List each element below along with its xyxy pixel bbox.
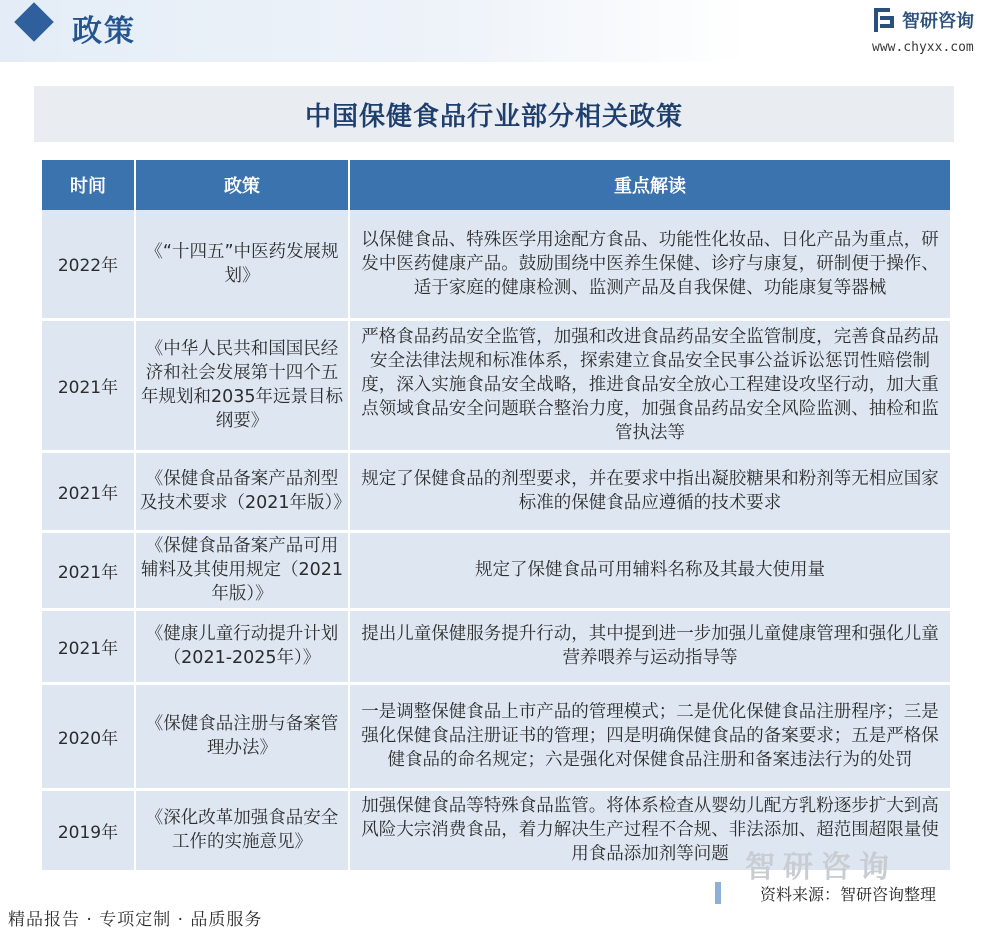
table-title: 中国保健食品行业部分相关政策: [304, 101, 683, 132]
header-bar: [0, 0, 1000, 62]
row-year: 2020年: [42, 683, 135, 789]
table-row: [42, 210, 950, 319]
row-description: 规定了保健食品的剂型要求，并在要求中指出凝胶糖果和粉剂等无相应国家标准的保健食品应遵循的技术要求: [349, 451, 950, 531]
row-policy: 《保健食品备案产品可用辅料及其使用规定（2021年版）》: [135, 531, 349, 609]
row-year: 2019年: [42, 789, 135, 871]
watermark-text: 智研咨询: [745, 850, 897, 885]
table-row: [42, 319, 950, 451]
column-header-time: 时间: [42, 160, 135, 210]
table-row: [42, 609, 950, 683]
row-year: 2021年: [42, 451, 135, 531]
row-policy: 《保健食品注册与备案管理办法》: [135, 683, 349, 789]
row-policy: 《中华人民共和国国民经济和社会发展第十四个五年规划和2035年远景目标纲要》: [135, 319, 349, 451]
brand-name: 智研咨询: [902, 11, 974, 32]
brand-logo-icon: [872, 6, 898, 34]
row-policy: 《保健食品备案产品剂型及技术要求（2021年版）》: [135, 451, 349, 531]
row-description: 提出儿童保健服务提升行动，其中提到进一步加强儿童健康管理和强化儿童营养喂养与运动指导等: [349, 609, 950, 683]
section-title: 政策: [72, 14, 136, 49]
row-description: 以保健食品、特殊医学用途配方食品、功能性化妆品、日化产品为重点，研发中医药健康产品。鼓励围绕中医养生保健、诊疗与康复，研制便于操作、适于家庭的健康检测、监测产品及自我保健、功能康复等器械: [349, 210, 950, 319]
row-policy: 《健康儿童行动提升计划（2021-2025年）》: [135, 609, 349, 683]
column-header-policy: 政策: [135, 160, 349, 210]
source-accent-bar: [715, 882, 721, 904]
row-policy: 《深化改革加强食品安全工作的实施意见》: [135, 789, 349, 871]
source-note: 资料来源：智研咨询整理: [760, 885, 937, 904]
table-row: [42, 683, 950, 789]
row-year: 2022年: [42, 210, 135, 319]
table-row: [42, 451, 950, 531]
column-header-interpretation: 重点解读: [349, 160, 950, 210]
row-description: 严格食品药品安全监管，加强和改进食品药品安全监管制度，完善食品药品安全法律法规和标准体系，探索建立食品安全民事公益诉讼惩罚性赔偿制度，深入实施食品安全战略，推进食品安全放心工程建设攻坚行动，加大重点领域食品安全问题联合整治力度，加强食品药品安全风险监测、抽检和监管执法等: [349, 319, 950, 451]
row-description: 一是调整保健食品上市产品的管理模式；二是优化保健食品注册程序；三是强化保健食品注册证书的管理；四是明确保健食品的备案要求；五是严格保健食品的命名规定；六是强化对保健食品注册和备案违法行为的处罚: [349, 683, 950, 789]
row-description: 规定了保健食品可用辅料名称及其最大使用量: [349, 531, 950, 609]
table-header-row: [42, 160, 950, 210]
table-row: [42, 531, 950, 609]
diamond-icon: [14, 2, 54, 42]
row-year: 2021年: [42, 319, 135, 451]
footer-tagline: 精品报告 · 专项定制 · 品质服务: [8, 910, 263, 930]
table-title-box: [34, 86, 954, 142]
row-policy: 《“十四五”中医药发展规划》: [135, 210, 349, 319]
row-description: 加强保健食品等特殊食品监管。将体系检查从婴幼儿配方乳粉逐步扩大到高风险大宗消费食品，着力解决生产过程不合规、非法添加、超范围超限量使用食品添加剂等问题: [349, 789, 950, 871]
brand-url[interactable]: www.chyxx.com: [872, 40, 974, 55]
policy-table: [42, 160, 950, 873]
row-year: 2021年: [42, 531, 135, 609]
row-year: 2021年: [42, 609, 135, 683]
